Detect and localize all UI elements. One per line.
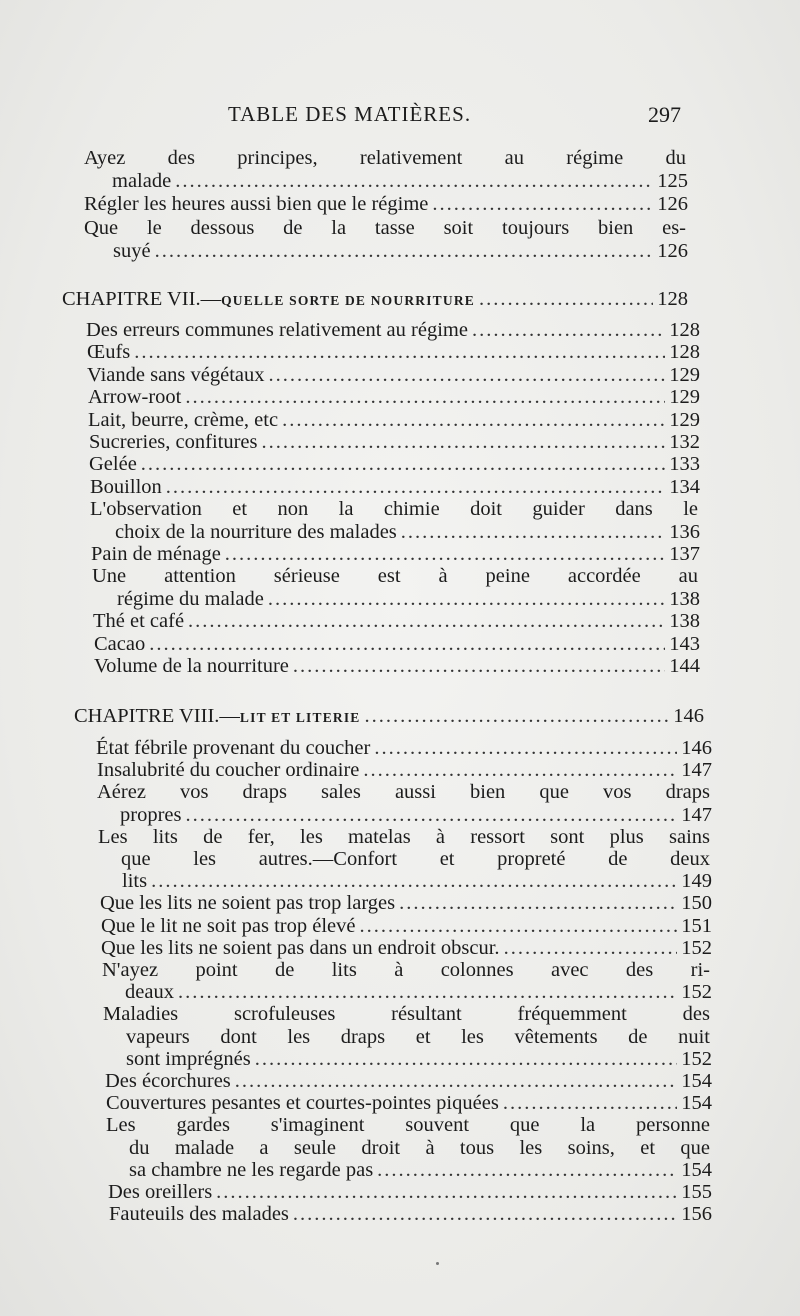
- leader-dots: [479, 287, 653, 311]
- toc-line: [101, 914, 712, 938]
- toc-line: [74, 704, 704, 728]
- chapter-page: 128: [657, 288, 688, 310]
- toc-line: [117, 587, 700, 611]
- running-title: TABLE DES MATIÈRES.: [228, 102, 472, 126]
- entry-text: choix de la nourriture des malades: [115, 520, 397, 543]
- entry-page: 125: [657, 170, 688, 193]
- entry-page: 154: [681, 1158, 712, 1181]
- page-header: [0, 102, 800, 132]
- toc-line: [96, 736, 712, 760]
- entry-text: Bouillon: [90, 475, 162, 498]
- leader-dots: [178, 980, 677, 1004]
- entry-text: Des oreillers: [108, 1181, 213, 1203]
- toc-line: [129, 1158, 712, 1182]
- toc-line: [115, 520, 700, 544]
- toc-line: [88, 408, 700, 432]
- chapter-page: 146: [673, 705, 704, 727]
- toc-line: [120, 803, 712, 827]
- entry-text: Des écorchures: [105, 1070, 231, 1092]
- entry-text: Aérez vos draps sales aussi bien que vos draps: [97, 781, 710, 804]
- entry-page: 136: [669, 520, 700, 543]
- toc-line: [106, 1091, 712, 1115]
- entry-text: Cacao: [94, 632, 146, 655]
- toc-line: [102, 958, 710, 982]
- leader-dots: [401, 520, 665, 544]
- entry-text: propres: [120, 803, 182, 826]
- entry-text: Fauteuils des malades: [109, 1203, 289, 1226]
- toc-line: [89, 430, 700, 454]
- entry-text: N'ayez point de lits à colonnes avec des ri-: [102, 959, 710, 981]
- leader-dots: [151, 869, 677, 893]
- entry-text: Ayez des principes, relativement au régime du: [84, 147, 686, 169]
- leader-dots: [235, 1069, 677, 1093]
- toc-line: [62, 287, 688, 311]
- entry-page: 128: [669, 341, 700, 364]
- toc-line: [109, 1202, 712, 1226]
- leader-dots: [255, 1047, 678, 1071]
- entry-page: 128: [669, 319, 700, 341]
- toc-line: [100, 891, 712, 915]
- entry-text: Sucreries, confitures: [89, 431, 258, 453]
- toc-line: [94, 654, 700, 678]
- toc-line: [88, 385, 700, 409]
- entry-page: 138: [669, 610, 700, 633]
- entry-text: Que le dessous de la tasse soit toujours bien es-: [84, 216, 686, 239]
- entry-page: 132: [669, 431, 700, 453]
- entry-page: 129: [669, 386, 700, 409]
- toc-line: [126, 1047, 712, 1071]
- leader-dots: [374, 736, 677, 760]
- leader-dots: [293, 1202, 677, 1226]
- entry-page: 143: [669, 632, 700, 655]
- leader-dots: [282, 408, 665, 432]
- entry-page: 151: [681, 914, 712, 937]
- chapter-heading: CHAPITRE VII.—: [62, 288, 222, 310]
- entry-text: malade: [112, 170, 172, 193]
- leader-dots: [504, 936, 678, 960]
- entry-page: 147: [681, 803, 712, 826]
- entry-text: Insalubrité du coucher ordinaire: [97, 759, 360, 782]
- leader-dots: [399, 891, 677, 915]
- leader-dots: [293, 654, 665, 678]
- entry-page: 150: [681, 892, 712, 915]
- entry-text: État fébrile provenant du coucher: [96, 737, 371, 759]
- leader-dots: [141, 452, 665, 476]
- toc-line: [84, 146, 686, 170]
- entry-text: Œufs: [87, 341, 131, 364]
- toc-line: [106, 1113, 710, 1137]
- toc-line: [93, 609, 700, 633]
- leader-dots: [262, 430, 666, 454]
- paper-speck: [436, 1262, 439, 1265]
- toc-line: [125, 980, 712, 1004]
- leader-dots: [359, 914, 677, 938]
- leader-dots: [155, 239, 654, 263]
- leader-dots: [149, 632, 665, 656]
- chapter-heading: CHAPITRE VIII.—: [74, 705, 240, 727]
- entry-text: Couvertures pesantes et courtes-pointes piquées: [106, 1092, 499, 1115]
- toc-line: [87, 363, 700, 387]
- toc-line: [84, 192, 688, 216]
- entry-text: Que le lit ne soit pas trop élevé: [101, 914, 356, 937]
- leader-dots: [365, 704, 670, 728]
- toc-line: [129, 1136, 710, 1160]
- toc-line: [90, 475, 700, 499]
- entry-text: du malade a seule droit à tous les soins, et que: [129, 1136, 710, 1159]
- entry-page: 126: [657, 193, 688, 216]
- entry-page: 154: [681, 1070, 712, 1092]
- entry-page: 138: [669, 587, 700, 610]
- entry-text: que les autres.—Confort et propreté de deux: [121, 848, 710, 870]
- entry-text: vapeurs dont les draps et les vêtements de nuit: [126, 1025, 710, 1048]
- leader-dots: [432, 192, 653, 216]
- toc-line: [101, 936, 712, 960]
- entry-page: 149: [681, 870, 712, 893]
- entry-text: L'observation et non la chimie doit guider dans le: [90, 498, 698, 521]
- entry-text: Des erreurs communes relativement au régime: [86, 319, 468, 341]
- leader-dots: [269, 363, 666, 387]
- entry-text: Lait, beurre, crème, etc: [88, 408, 279, 431]
- entry-text: deaux: [125, 981, 174, 1004]
- leader-dots: [225, 542, 665, 566]
- entry-text: Les gardes s'imaginent souvent que la personne: [106, 1114, 710, 1137]
- entry-page: 152: [681, 981, 712, 1004]
- toc-line: [121, 847, 710, 871]
- leader-dots: [185, 385, 665, 409]
- entry-page: 144: [669, 655, 700, 677]
- entry-text: Arrow-root: [88, 386, 182, 409]
- page-number: 297: [648, 102, 681, 127]
- toc-line: [97, 780, 710, 804]
- leader-dots: [134, 340, 665, 364]
- leader-dots: [363, 758, 677, 782]
- entry-page: 156: [681, 1203, 712, 1226]
- chapter-subtitle: QUELLE SORTE DE NOURRITURE: [221, 293, 475, 308]
- entry-page: 146: [681, 737, 712, 759]
- entry-text: Gelée: [89, 453, 137, 476]
- entry-text: sont imprégnés: [126, 1047, 251, 1070]
- entry-page: 155: [681, 1181, 712, 1203]
- toc-line: [86, 318, 700, 342]
- leader-dots: [185, 803, 677, 827]
- entry-page: 147: [681, 759, 712, 782]
- entry-text: régime du malade: [117, 587, 264, 610]
- entry-page: 133: [669, 453, 700, 476]
- leader-dots: [377, 1158, 677, 1182]
- toc-line: [92, 564, 698, 588]
- entry-text: sa chambre ne les regarde pas: [129, 1158, 374, 1181]
- toc-line: [97, 758, 712, 782]
- toc-line: [103, 1002, 710, 1026]
- toc-line: [98, 825, 710, 849]
- entry-text: Pain de ménage: [91, 543, 221, 565]
- entry-page: 137: [669, 543, 700, 565]
- entry-page: 152: [681, 936, 712, 959]
- toc-line: [105, 1069, 712, 1093]
- toc-line: [90, 497, 698, 521]
- entry-page: 129: [669, 363, 700, 386]
- leader-dots: [175, 169, 653, 193]
- entry-text: Thé et café: [93, 610, 185, 633]
- leader-dots: [166, 475, 665, 499]
- toc-line: [113, 239, 688, 263]
- entry-text: Une attention sérieuse est à peine accordée au: [92, 565, 698, 588]
- entry-text: Maladies scrofuleuses résultant fréquemment des: [103, 1003, 710, 1026]
- toc-line: [87, 340, 700, 364]
- entry-text: suyé: [113, 239, 151, 262]
- chapter-subtitle: LIT ET LITERIE: [239, 710, 361, 725]
- entry-text: Viande sans végétaux: [87, 363, 265, 386]
- entry-text: Que les lits ne soient pas trop larges: [100, 892, 396, 915]
- entry-page: 154: [681, 1092, 712, 1115]
- entry-text: Les lits de fer, les matelas à ressort sont plus sains: [98, 825, 710, 848]
- entry-page: 134: [669, 475, 700, 498]
- entry-text: lits: [122, 870, 148, 893]
- toc-line: [112, 169, 688, 193]
- toc-line: [84, 216, 686, 240]
- toc-line: [91, 542, 700, 566]
- toc-line: [108, 1180, 712, 1204]
- leader-dots: [216, 1180, 677, 1204]
- entry-text: Que les lits ne soient pas dans un endroit obscur.: [101, 936, 500, 959]
- entry-page: 152: [681, 1047, 712, 1070]
- toc-line: [126, 1025, 710, 1049]
- leader-dots: [503, 1091, 677, 1115]
- leader-dots: [188, 609, 665, 633]
- toc-line: [94, 632, 700, 656]
- leader-dots: [472, 318, 665, 342]
- entry-page: 126: [657, 239, 688, 262]
- entry-page: 129: [669, 408, 700, 431]
- leader-dots: [268, 587, 665, 611]
- entry-text: Régler les heures aussi bien que le régime: [84, 193, 429, 216]
- toc-line: [89, 452, 700, 476]
- toc-line: [122, 869, 712, 893]
- entry-text: Volume de la nourriture: [94, 655, 289, 677]
